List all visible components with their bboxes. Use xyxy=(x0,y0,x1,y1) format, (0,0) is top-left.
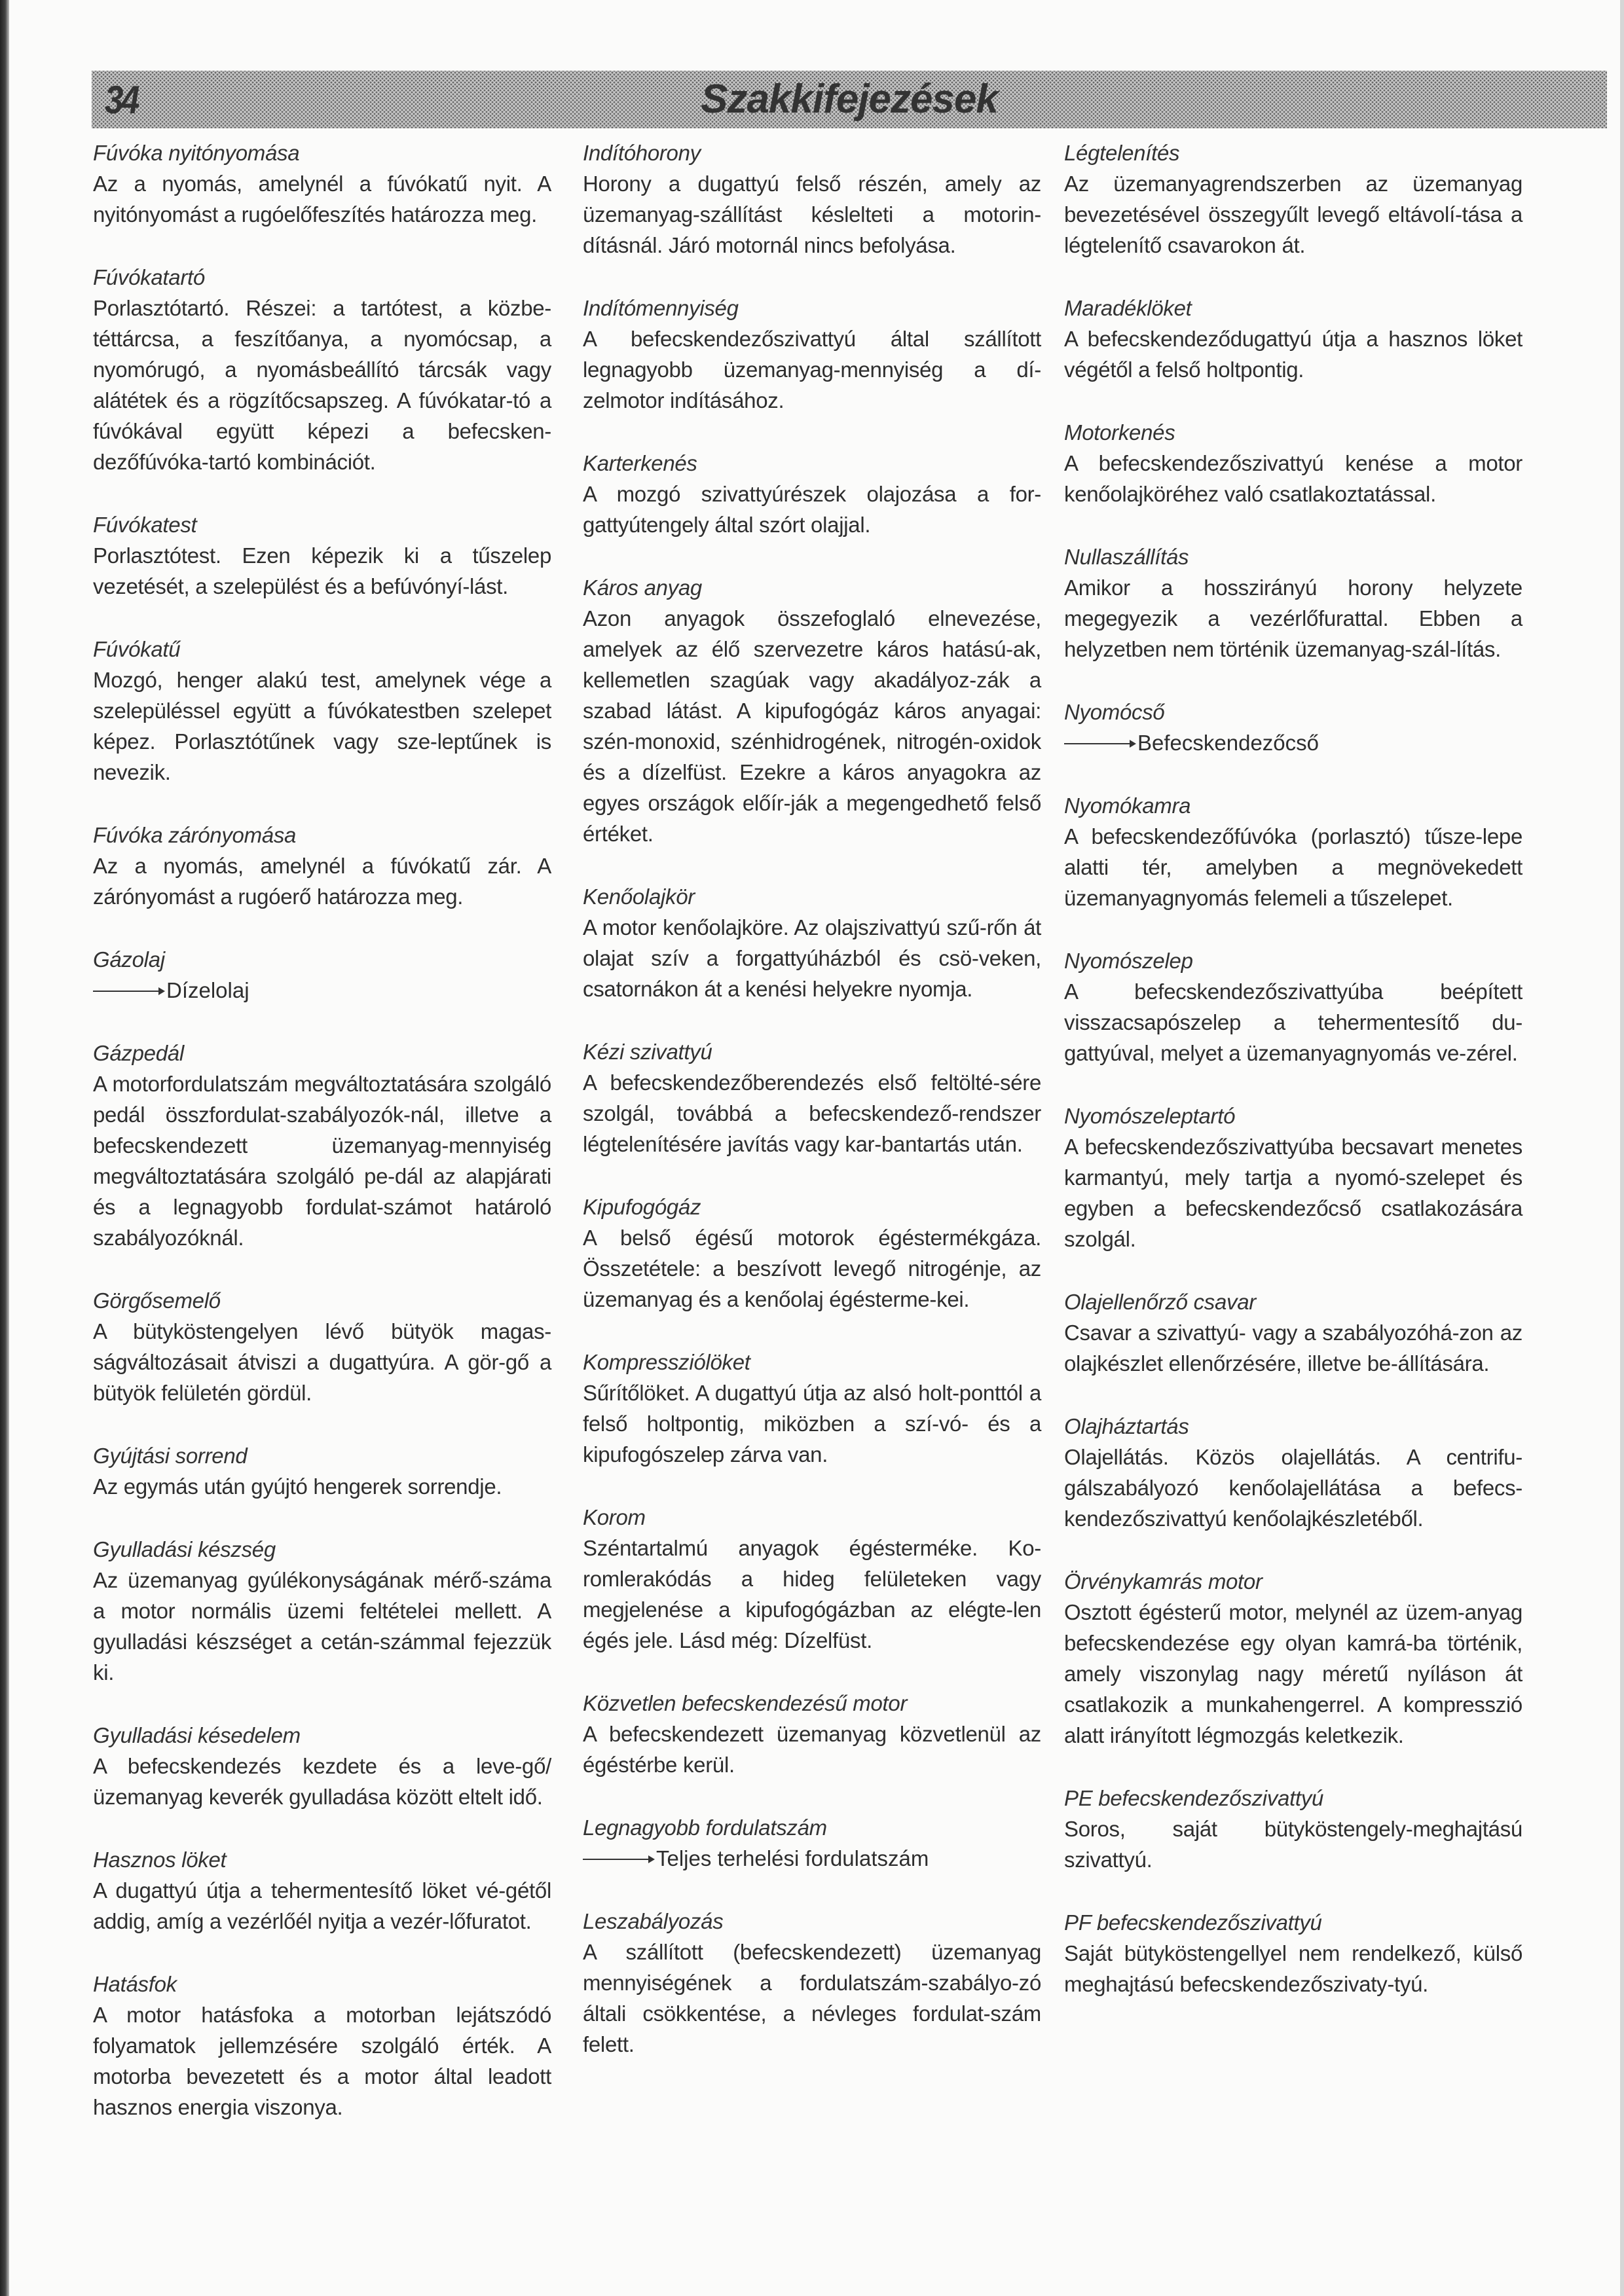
glossary-definition: A befecskendezés kezdete és a leve-gő/üzemanyag keverék gyulladása között eltelt idő. xyxy=(93,1754,551,1809)
chapter-title: Szakkifejezések xyxy=(701,77,998,122)
glossary-term: Fúvókatű xyxy=(93,637,181,661)
glossary-definition: Az a nyomás, amelynél a fúvókatű nyit. A nyitónyomást a rugóelőfeszítés határozza meg. xyxy=(93,172,551,227)
glossary-entry xyxy=(93,1844,551,1937)
glossary-definition: A szállított (befecskendezett) üzemanyag mennyiségének a fordulatszám-szabályo-zó általi csökkentése, a névleges fordulat-szám felett. xyxy=(583,1940,1041,2056)
glossary-entry xyxy=(1064,1101,1522,1254)
glossary-term: Karterkenés xyxy=(583,451,697,475)
glossary-definition: Porlasztótest. Ezen képezik ki a tűszelep vezetését, a szelepülést és a befúvónyí-lást. xyxy=(93,543,551,598)
glossary-entry xyxy=(1064,1783,1522,1875)
glossary-term: Leszabályozás xyxy=(583,1909,724,1933)
glossary-term: PF befecskendezőszivattyú xyxy=(1064,1910,1322,1935)
glossary-definition: Olajellátás. Közös olajellátás. A centrifu-gálszabályozó kenőolajellátása a befecs-kendezőszivattyú kenőolajkészletéből. xyxy=(1064,1445,1522,1531)
glossary-term: Olajháztartás xyxy=(1064,1414,1189,1438)
glossary-entry xyxy=(93,1969,551,2123)
cross-reference-target: Dízelolaj xyxy=(166,978,249,1002)
glossary-term: Örvénykamrás motor xyxy=(1064,1569,1263,1594)
glossary-definition: A motorfordulatszám megváltoztatására szolgáló pedál összfordulat-szabályozók-nál, illetve a befecskendezett üzemanyag-mennyiség megváltoztatására szolgáló pe-dál az alapjárati és a legnagyobb fordulat-számot határoló szabályozóknál. xyxy=(93,1072,551,1250)
glossary-term: Maradéklöket xyxy=(1064,296,1192,320)
glossary-definition: A bütyköstengelyen lévő bütyök magas-ságváltozásait átviszi a dugattyúra. A gör-gő a bütyök felületén gördül. xyxy=(93,1319,551,1405)
glossary-entry xyxy=(93,634,551,788)
glossary-term: Kompressziólöket xyxy=(583,1350,750,1374)
glossary-entry xyxy=(583,572,1041,849)
scan-binding-edge xyxy=(0,0,9,2296)
glossary-definition: Az a nyomás, amelynél a fúvókatű zár. A zárónyomást a rugóerő határozza meg. xyxy=(93,854,551,909)
cross-reference xyxy=(1064,727,1522,758)
glossary-entry xyxy=(1064,137,1522,261)
glossary-definition: A befecskendezőberendezés első feltölté-sére szolgál, továbbá a befecskendező-rendszer légtelenítésére javítás vagy kar-bantartás után. xyxy=(583,1070,1041,1156)
glossary-definition: Az üzemanyag gyúlékonyságának mérő-száma a motor normális üzemi feltételei mellett. A gyulladási készséget a cetán-számmal fejezzük ki. xyxy=(93,1568,551,1685)
glossary-definition: Csavar a szivattyú- vagy a szabályozóhá-zon az olajkészlet ellenőrzésére, illetve be-állítására. xyxy=(1064,1321,1522,1376)
glossary-term: Indítómennyiség xyxy=(583,296,739,320)
glossary-term: Nyomócső xyxy=(1064,700,1165,724)
glossary-column-2 xyxy=(583,137,1041,2092)
cross-reference-target: Befecskendezőcső xyxy=(1137,731,1320,755)
cross-reference-target: Teljes terhelési fordulatszám xyxy=(656,1846,929,1870)
glossary-term: Légtelenítés xyxy=(1064,141,1180,165)
glossary-entry xyxy=(1064,1286,1522,1379)
glossary-term: Gyulladási késedelem xyxy=(93,1723,301,1747)
glossary-column-1 xyxy=(93,137,551,2155)
glossary-entry xyxy=(583,1036,1041,1159)
glossary-term: Káros anyag xyxy=(583,575,702,600)
glossary-term: Fúvókatartó xyxy=(93,265,205,289)
glossary-entry xyxy=(93,820,551,912)
glossary-entry xyxy=(93,1440,551,1502)
glossary-term: Gyújtási sorrend xyxy=(93,1444,248,1468)
glossary-term: Olajellenőrző csavar xyxy=(1064,1290,1256,1314)
glossary-term: Gyulladási készség xyxy=(93,1537,276,1561)
glossary-entry xyxy=(583,293,1041,416)
glossary-term: Nyomószeleptartó xyxy=(1064,1104,1236,1128)
glossary-term: Nyomószelep xyxy=(1064,949,1193,973)
glossary-entry xyxy=(93,262,551,477)
glossary-entry xyxy=(1064,293,1522,385)
glossary-term: Kenőolajkör xyxy=(583,884,695,909)
glossary-entry xyxy=(583,881,1041,1004)
glossary-entry xyxy=(583,1688,1041,1780)
glossary-definition: Mozgó, henger alakú test, amelynek vége a szelepüléssel együtt a fúvókatestben szelepet képez. Porlasztótűnek vagy sze-leptűnek is nevezik. xyxy=(93,668,551,784)
glossary-term: Hasznos löket xyxy=(93,1848,227,1872)
glossary-entry xyxy=(93,137,551,230)
glossary-entry xyxy=(1064,1566,1522,1751)
glossary-definition: A belső égésű motorok égéstermékgáza. Összetétele: a beszívott levegő nitrogénje, az üzemanyag és a kenőolaj égésterme-kei. xyxy=(583,1226,1041,1311)
glossary-definition: A befecskendezőszivattyúba beépített visszacsapószelep a tehermentesítő du-gattyúval, melyet a üzemanyagnyomás ve-zérel. xyxy=(1064,979,1522,1065)
glossary-term: Gázpedál xyxy=(93,1041,184,1065)
page-header-band xyxy=(92,71,1607,128)
glossary-entry xyxy=(1064,1411,1522,1534)
glossary-term: Legnagyobb fordulatszám xyxy=(583,1815,827,1840)
glossary-definition: A befecskendezőfúvóka (porlasztó) tűsze-lepe alatti tér, amelyben a megnövekedett üzemanyagnyomás felemeli a tűszelepet. xyxy=(1064,824,1522,910)
glossary-term: Indítóhorony xyxy=(583,141,701,165)
glossary-definition: A motor hatásfoka a motorban lejátszódó folyamatok jellemzésére szolgáló érték. A motorba bevezetett és a motor által leadott hasznos energia viszonya. xyxy=(93,2003,551,2119)
glossary-entry xyxy=(583,1906,1041,2060)
glossary-term: Közvetlen befecskendezésű motor xyxy=(583,1691,908,1715)
glossary-definition: A motor kenőolajköre. Az olajszivattyú szű-rőn át olajat szív a forgattyúházból és csö-veken, csatornákon át a kenési helyekre nyomja. xyxy=(583,915,1041,1001)
glossary-definition: A befecskendeződugattyú útja a hasznos löket végétől a felső holtpontig. xyxy=(1064,327,1522,382)
cross-reference xyxy=(93,975,551,1006)
see-also-arrow-icon xyxy=(583,1859,654,1860)
glossary-term: Fúvóka nyitónyomása xyxy=(93,141,300,165)
glossary-column-3 xyxy=(1064,137,1522,2032)
glossary-term: Fúvókatest xyxy=(93,513,197,537)
glossary-definition: Saját bütyköstengellyel nem rendelkező, külső meghajtású befecskendezőszivaty-tyú. xyxy=(1064,1941,1522,1996)
glossary-definition: A dugattyú útja a tehermentesítő löket vé-gétől addig, amíg a vezérlőél nyitja a vezér-lőfuratot. xyxy=(93,1878,551,1933)
glossary-entry xyxy=(93,509,551,602)
glossary-entry xyxy=(583,1347,1041,1470)
glossary-definition: Az egymás után gyújtó hengerek sorrendje. xyxy=(93,1474,502,1499)
glossary-entry xyxy=(583,137,1041,261)
glossary-definition: A befecskendezőszivattyúba becsavart menetes karmantyú, mely tartja a nyomó-szelepet és egyben a befecskendezőcső csatlakozására szolgál. xyxy=(1064,1135,1522,1251)
glossary-term: Gázolaj xyxy=(93,947,165,972)
glossary-entry xyxy=(93,944,551,1006)
glossary-entry xyxy=(583,1812,1041,1874)
glossary-entry xyxy=(93,1038,551,1253)
glossary-term: Kézi szivattyú xyxy=(583,1040,712,1064)
glossary-term: Görgősemelő xyxy=(93,1288,221,1313)
glossary-definition: Soros, saját bütyköstengely-meghajtású szivattyú. xyxy=(1064,1817,1522,1872)
glossary-definition: Az üzemanyagrendszerben az üzemanyag bevezetésével összegyűlt levegő eltávolí-tása a légtelenítő csavarokon át. xyxy=(1064,172,1522,257)
glossary-term: Fúvóka zárónyomása xyxy=(93,823,297,847)
glossary-definition: Osztott égésterű motor, melynél az üzem-anyag befecskendezése egy olyan kamrá-ba történik, amely viszonylag nagy méretű nyíláson át csatlakozik a munkahengerrel. A kompresszió alatt irányított légmozgás keletkezik. xyxy=(1064,1600,1522,1747)
cross-reference xyxy=(583,1843,1041,1874)
glossary-entry xyxy=(93,1720,551,1812)
glossary-definition: A befecskendezőszivattyú által szállított legnagyobb üzemanyag-mennyiség a dí-zelmotor indításához. xyxy=(583,327,1041,412)
glossary-definition: Amikor a hosszirányú horony helyzete megegyezik a vezérlőfurattal. Ebben a helyzetben nem történik üzemanyag-szál-lítás. xyxy=(1064,575,1522,661)
glossary-entry xyxy=(1064,945,1522,1068)
glossary-term: Kipufogógáz xyxy=(583,1195,701,1219)
glossary-term: Nyomókamra xyxy=(1064,793,1191,818)
glossary-entry xyxy=(1064,697,1522,758)
glossary-term: Motorkenés xyxy=(1064,420,1175,445)
glossary-term: Hatásfok xyxy=(93,1972,177,1996)
page-number: 34 xyxy=(105,78,138,122)
glossary-definition: A mozgó szivattyúrészek olajozása a for-gattyútengely által szórt olajjal. xyxy=(583,482,1041,537)
glossary-definition: A befecskendezett üzemanyag közvetlenül az égéstérbe kerül. xyxy=(583,1722,1041,1777)
glossary-definition: Porlasztótartó. Részei: a tartótest, a közbe-téttárcsa, a feszítőanya, a nyomócsap, a nyomórugó, a nyomásbeállító tárcsák vagy alátétek és a rögzítőcsapszeg. A fúvókatar-tó a fúvókával együtt képezi a befecsken-dezőfúvóka-tartó kombinációt. xyxy=(93,296,551,474)
glossary-entry xyxy=(583,448,1041,540)
glossary-entry xyxy=(583,1192,1041,1315)
glossary-definition: Széntartalmú anyagok égésterméke. Ko-romlerakódás a hideg felületeken vagy megjelenése a kipufogógázban az elégte-len égés jele. Lásd még: Dízelfüst. xyxy=(583,1536,1041,1652)
glossary-definition: Azon anyagok összefoglaló elnevezése, amelyek az élő szervezetre káros hatású-ak, kellemetlen szagúak vagy akadályoz-zák a szabad látást. A kipufogógáz káros anyagai: szén-monoxid, szénhidrogének, nitrogén-oxidok és a dízelfüst. Ezekre a káros anyagokra az egyes országok előír-ják a megengedhető felső értéket. xyxy=(583,606,1041,846)
glossary-definition: Sűrítőlöket. A dugattyú útja az alsó holt-ponttól a felső holtpontig, miközben a szí-vó- és a kipufogószelep zárva van. xyxy=(583,1381,1041,1467)
glossary-entry xyxy=(1064,541,1522,665)
glossary-entry xyxy=(93,1534,551,1688)
scan-right-edge xyxy=(1620,0,1624,2296)
glossary-term: PE befecskendezőszivattyú xyxy=(1064,1786,1324,1810)
glossary-term: Nullaszállítás xyxy=(1064,545,1189,569)
glossary-entry xyxy=(583,1502,1041,1656)
glossary-entry xyxy=(1064,417,1522,509)
glossary-definition: A befecskendezőszivattyú kenése a motor kenőolajköréhez való csatlakoztatással. xyxy=(1064,451,1522,506)
glossary-term: Korom xyxy=(583,1505,646,1529)
see-also-arrow-icon xyxy=(1064,743,1135,744)
glossary-definition: Horony a dugattyú felső részén, amely az üzemanyag-szállítást késlelteti a motorin-dításnál. Járó motornál nincs befolyása. xyxy=(583,172,1041,257)
see-also-arrow-icon xyxy=(93,991,164,992)
glossary-entry xyxy=(93,1285,551,1408)
glossary-entry xyxy=(1064,1907,1522,1999)
glossary-entry xyxy=(1064,790,1522,913)
